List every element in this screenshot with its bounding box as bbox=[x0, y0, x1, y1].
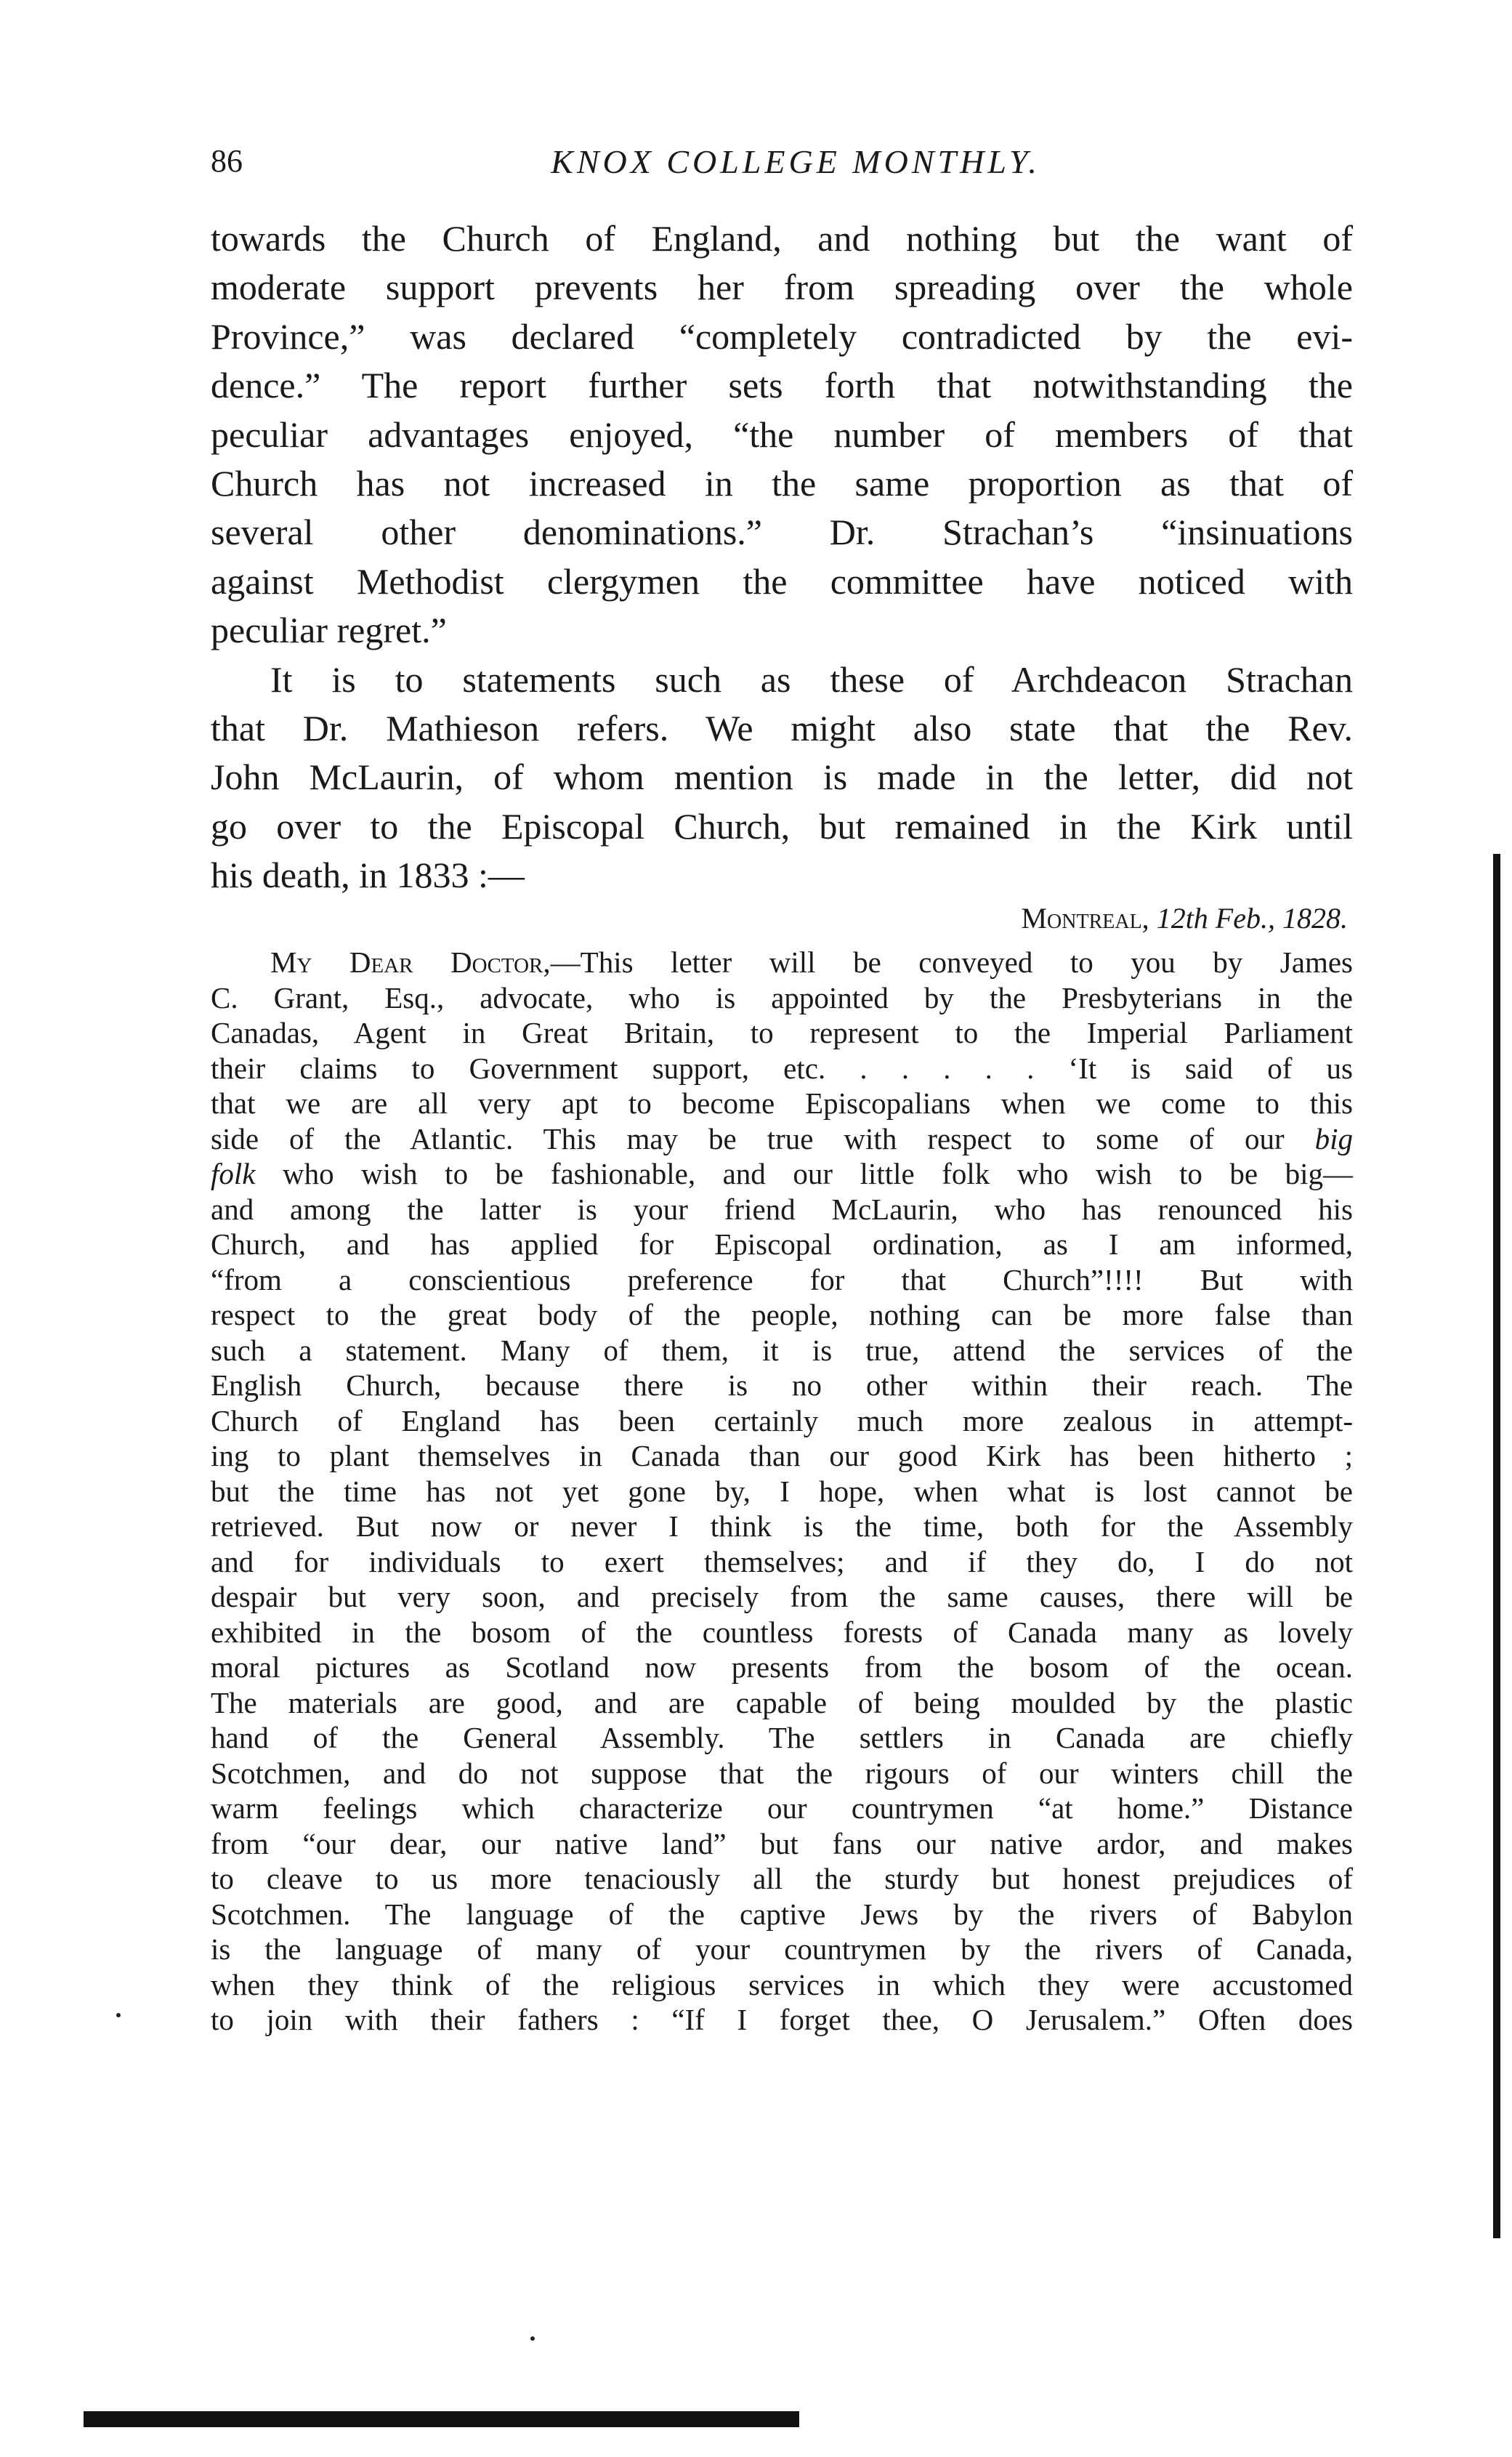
letter-line-first bbox=[211, 945, 1353, 980]
letter-line: but the time has not yet gone by, I hope, when what is lost cannot be bbox=[211, 1474, 1353, 1508]
letter-line: English Church, because there is no other within their reach. The bbox=[211, 1368, 1353, 1402]
scan-bottom-rule bbox=[84, 2411, 799, 2427]
text-line: Province,” was declared “completely contradicted by the evi- bbox=[211, 315, 1353, 357]
letter-line: is the language of many of your countrymen by the rivers of Canada, bbox=[211, 1932, 1353, 1966]
text-line: peculiar advantages enjoyed, “the number of members of that bbox=[211, 413, 1353, 455]
letter-line: and for individuals to exert themselves; and if they do, I do not bbox=[211, 1544, 1353, 1578]
letter-line: retrieved. But now or never I think is the time, both for the Assembly bbox=[211, 1509, 1353, 1543]
text-line: his death, in 1833 :— bbox=[211, 855, 525, 896]
letter-line: that we are all very apt to become Episcopalians when we come to this bbox=[211, 1086, 1353, 1120]
letter-line: warm feelings which characterize our countrymen “at home.” Distance bbox=[211, 1791, 1353, 1825]
letter-line: Church, and has applied for Episcopal ordination, as I am informed, bbox=[211, 1227, 1353, 1261]
text-line: dence.” The report further sets forth that notwithstanding the bbox=[211, 365, 1353, 406]
letter-line: Church of England has been certainly much more zealous in attempt- bbox=[211, 1403, 1353, 1437]
letter-line: despair but very soon, and precisely from the same causes, there will be bbox=[211, 1580, 1353, 1613]
letter-line: moral pictures as Scotland now presents from the bosom of the ocean. bbox=[211, 1650, 1353, 1684]
letter-line: to cleave to us more tenaciously all the sturdy but honest prejudices of bbox=[211, 1862, 1353, 1895]
salutation: My Dear Doctor, bbox=[270, 945, 551, 979]
letter-line: Scotchmen. The language of the captive Jews by the rivers of Babylon bbox=[211, 1897, 1353, 1931]
letter-text bbox=[211, 945, 1353, 2038]
letter-line-with-italic bbox=[211, 1156, 1353, 1192]
dateline-place: Montreal, bbox=[1021, 902, 1149, 935]
text-line: go over to the Episcopal Church, but remained in the Kirk until bbox=[211, 805, 1353, 847]
text-line: several other denominations.” Dr. Strachan’s “insinuations bbox=[211, 512, 1353, 553]
letter-line: such a statement. Many of them, it is true, attend the services of the bbox=[211, 1333, 1353, 1367]
running-title: KNOX COLLEGE MONTHLY. bbox=[551, 143, 1040, 180]
scan-edge-shadow bbox=[1493, 854, 1500, 2238]
letter-line-text: who wish to be fashionable, and our little folk who wish to be big— bbox=[283, 1157, 1354, 1190]
letter-dateline bbox=[211, 901, 1348, 935]
letter-line: when they think of the religious services in which they were accustomed bbox=[211, 1967, 1353, 2001]
letter-line: to join with their fathers : “If I forget thee, O Jerusalem.” Often does bbox=[211, 2003, 1353, 2036]
letter-line-text: side of the Atlantic. This may be true with respect to some of our bbox=[211, 1121, 1285, 1155]
letter-line-rest: —This letter will be conveyed to you by James bbox=[550, 945, 1353, 979]
letter-line: respect to the great body of the people, nothing can be more false than bbox=[211, 1298, 1353, 1331]
letter-line: their claims to Government support, etc. . . . . . ‘It is said of us bbox=[211, 1051, 1353, 1085]
letter-line: exhibited in the bosom of the countless forests of Canada many as lovely bbox=[211, 1615, 1353, 1649]
italic-word: folk bbox=[211, 1157, 256, 1190]
letter-line: The materials are good, and are capable of being moulded by the plastic bbox=[211, 1685, 1353, 1719]
letter-line: from “our dear, our native land” but fans our native ardor, and makes bbox=[211, 1826, 1353, 1860]
text-line: Church has not increased in the same proportion as that of bbox=[211, 462, 1353, 504]
text-line: peculiar regret.” bbox=[211, 610, 447, 651]
letter-line: hand of the General Assembly. The settlers in Canada are chiefly bbox=[211, 1721, 1353, 1754]
text-line: John McLaurin, of whom mention is made in the letter, did not bbox=[211, 757, 1353, 798]
text-line: that Dr. Mathieson refers. We might also state that the Rev. bbox=[211, 707, 1353, 749]
letter-line: “from a conscientious preference for that Church”!!!! But with bbox=[211, 1262, 1353, 1296]
letter-line: and among the latter is your friend McLaurin, who has renounced his bbox=[211, 1192, 1353, 1226]
page-number: 86 bbox=[211, 143, 243, 179]
page-header bbox=[211, 142, 1351, 193]
text-line: It is to statements such as these of Archdeacon Strachan bbox=[270, 658, 1353, 700]
text-line: against Methodist clergymen the committee have noticed with bbox=[211, 560, 1353, 602]
scan-speck bbox=[116, 2013, 121, 2017]
letter-line-with-italic bbox=[211, 1121, 1353, 1157]
text-line: towards the Church of England, and nothing but the want of bbox=[211, 218, 1353, 259]
italic-word: big bbox=[1314, 1121, 1354, 1155]
letter-line: Canadas, Agent in Great Britain, to represent to the Imperial Parliament bbox=[211, 1016, 1353, 1049]
dateline-date: 12th Feb., 1828. bbox=[1156, 902, 1348, 935]
body-text bbox=[211, 214, 1353, 900]
text-line: moderate support prevents her from spreading over the whole bbox=[211, 267, 1353, 308]
letter-line: ing to plant themselves in Canada than our good Kirk has been hitherto ; bbox=[211, 1439, 1353, 1472]
letter-line: Scotchmen, and do not suppose that the rigours of our winters chill the bbox=[211, 1756, 1353, 1790]
scan-speck bbox=[530, 2336, 535, 2341]
letter-line: C. Grant, Esq., advocate, who is appointed by the Presbyterians in the bbox=[211, 980, 1353, 1014]
